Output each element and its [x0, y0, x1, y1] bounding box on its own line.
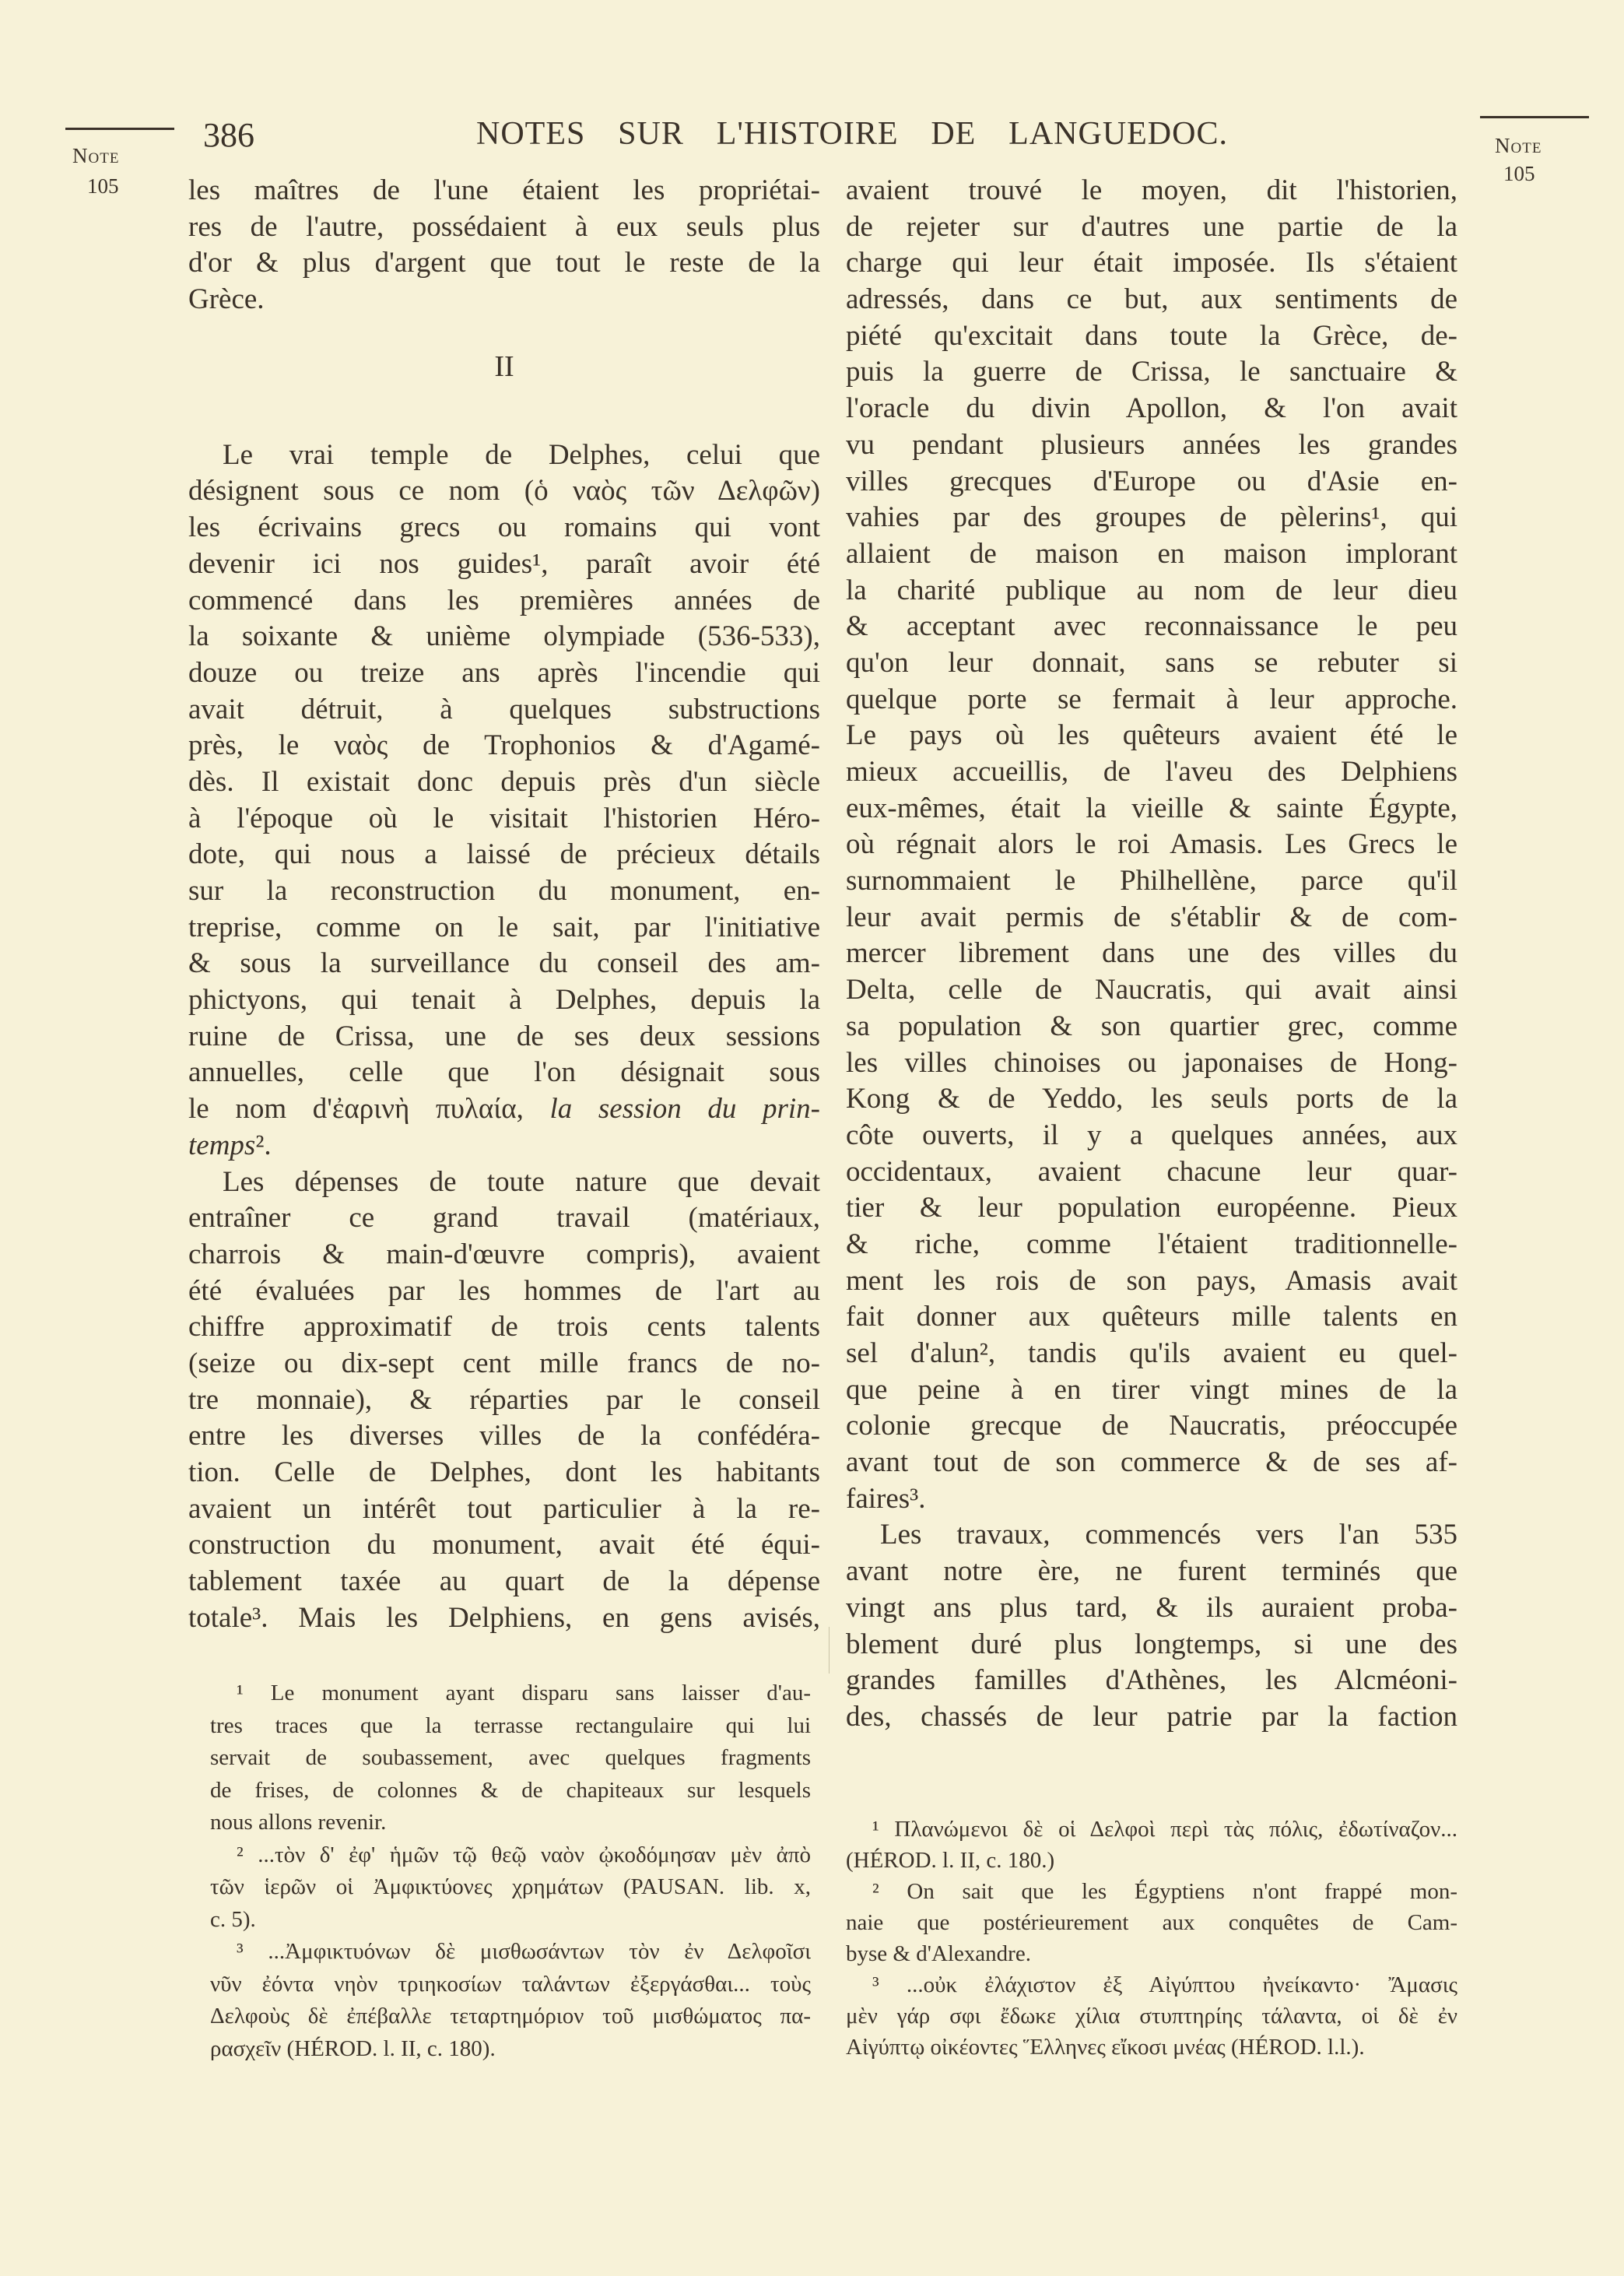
- footnote-line: ¹ Πλανώμενοι δὲ οἱ Δελφοὶ περὶ τὰς πόλις, ἐδωτίναζον...: [872, 1817, 1457, 1842]
- text-line: Les dépenses de toute nature que devait: [223, 1165, 820, 1198]
- text-line: la charité publique au nom de leur dieu: [846, 574, 1457, 606]
- text-line: totale³. Mais les Delphiens, en gens avisés,: [188, 1601, 820, 1634]
- text-line: vingt ans plus tard, & ils auraient proba-: [846, 1591, 1457, 1624]
- text-line: tre monnaie), & réparties par le conseil: [188, 1383, 820, 1416]
- text-line: que peine à en tirer vingt mines de la: [846, 1373, 1457, 1406]
- margin-rule-right: [1480, 116, 1589, 118]
- text-line: Le pays où les quêteurs avaient été le: [846, 719, 1457, 752]
- text-line: tablement taxée au quart de la dépense: [188, 1565, 820, 1598]
- text-line: & sous la surveillance du conseil des am-: [188, 947, 820, 980]
- italic-segment: temps: [188, 1129, 256, 1161]
- text-line: eux-mêmes, était la vieille & sainte Égypte,: [846, 792, 1457, 824]
- page-number: 386: [203, 116, 254, 154]
- text-line: été évaluées par les hommes de l'art au: [188, 1274, 820, 1307]
- text-line: piété qu'excitait dans toute la Grèce, de-: [846, 319, 1457, 352]
- text-line: sa population & son quartier grec, comme: [846, 1010, 1457, 1042]
- footnote-line: tres traces que la terrasse rectangulaire qui lui: [210, 1712, 811, 1738]
- text-line: de rejeter sur d'autres une partie de la: [846, 210, 1457, 243]
- column-gutter-mark: [829, 1627, 830, 1674]
- text-line: douze ou treize ans après l'incendie qui: [188, 656, 820, 689]
- text-line: dès. Il existait donc depuis près d'un siècle: [188, 765, 820, 798]
- text-line: avant tout de son commerce & de ses af-: [846, 1446, 1457, 1479]
- text-line: charge qui leur était imposée. Ils s'étaient: [846, 247, 1457, 279]
- footnote-line: Αἰγύπτῳ οἰκέοντες Ἕλληνες εἴκοσι μνέας (HÉROD. l.l.).: [846, 2035, 1365, 2060]
- text-line: tier & leur population européenne. Pieux: [846, 1192, 1457, 1224]
- text-line: villes grecques d'Europe ou d'Asie en-: [846, 465, 1457, 497]
- footnote-line: byse & d'Alexandre.: [846, 1941, 1031, 1966]
- footnotes-right: [846, 1814, 1457, 2063]
- text-line: dote, qui nous a laissé de précieux détails: [188, 838, 820, 871]
- footnote-line: (HÉROD. l. II, c. 180.): [846, 1848, 1055, 1873]
- margin-note-label-right: Note: [1495, 134, 1542, 157]
- footnote-line: ² On sait que les Égyptiens n'ont frappé mon-: [872, 1879, 1457, 1904]
- text-line: les maîtres de l'une étaient les propriétai-: [188, 174, 820, 206]
- running-title: NOTES SUR L'HISTOIRE DE LANGUEDOC.: [476, 116, 1228, 152]
- footnote-line: servait de soubassement, avec quelques fragments: [210, 1745, 811, 1770]
- text-line: ment les rois de son pays, Amasis avait: [846, 1264, 1457, 1297]
- text-line: commencé dans les premières années de: [188, 584, 820, 616]
- text-line: surnommaient le Philhellène, parce qu'il: [846, 865, 1457, 897]
- text-line: avaient trouvé le moyen, dit l'historien,: [846, 174, 1457, 206]
- section-heading: II: [494, 349, 514, 383]
- text-line: grandes familles d'Athènes, les Alcméoni-: [846, 1664, 1457, 1697]
- text-segment: ².: [255, 1129, 272, 1161]
- footnote-line: τῶν ἱερῶν οἱ Ἀμφικτύονες χρημάτων (PAUSAN. lib. x,: [210, 1874, 811, 1899]
- text-line: annuelles, celle que l'on désignait sous: [188, 1056, 820, 1089]
- text-line: blement duré plus longtemps, si une des: [846, 1628, 1457, 1660]
- margin-rule-left: [65, 128, 174, 130]
- text-line: les villes chinoises ou japonaises de Hong-: [846, 1046, 1457, 1079]
- text-line: entraîner ce grand travail (matériaux,: [188, 1202, 820, 1235]
- text-line: à l'époque où le visitait l'historien Héro-: [188, 802, 820, 834]
- text-line: Les travaux, commencés vers l'an 535: [880, 1519, 1457, 1551]
- text-line: près, le ναὸς de Trophonios & d'Agamé-: [188, 729, 820, 762]
- text-line: [188, 1091, 820, 1128]
- text-line: adressés, dans ce but, aux sentiments de: [846, 283, 1457, 316]
- text-line: vu pendant plusieurs années les grandes: [846, 428, 1457, 461]
- text-line: qu'on leur donnait, sans se rebuter si: [846, 646, 1457, 679]
- text-line: quelque porte se fermait à leur approche.: [846, 683, 1457, 715]
- text-line: avant notre ère, ne furent terminés que: [846, 1555, 1457, 1588]
- text-line: res de l'autre, possédaient à eux seuls plus: [188, 210, 820, 243]
- text-line: leur avait permis de s'établir & de com-: [846, 901, 1457, 933]
- text-line: construction du monument, avait été équi-: [188, 1529, 820, 1561]
- footnote-line: c. 5).: [210, 1906, 256, 1932]
- text-line: (seize ou dix-sept cent mille francs de no-: [188, 1347, 820, 1379]
- text-line: [188, 1128, 820, 1164]
- text-line: sel d'alun², tandis qu'ils avaient eu quel-: [846, 1337, 1457, 1369]
- text-line: l'oracle du divin Apollon, & l'on avait: [846, 392, 1457, 425]
- text-line: la soixante & unième olympiade (536-533),: [188, 620, 820, 653]
- footnote-line: ² ...τὸν δ' ἐφ' ἡμῶν τῷ θεῷ ναὸν ᾠκοδόμησαν μὲν ἀπὸ: [237, 1842, 811, 1867]
- text-line: charrois & main-d'œuvre compris), avaient: [188, 1238, 820, 1270]
- footnote-line: naie que postérieurement aux conquêtes de Cam-: [846, 1910, 1457, 1935]
- italic-segment: la session du prin-: [549, 1093, 821, 1126]
- text-line: & acceptant avec reconnaissance le peu: [846, 610, 1457, 643]
- text-line: côte ouverts, il y a quelques années, aux: [846, 1119, 1457, 1151]
- margin-note-number-right: 105: [1503, 162, 1535, 185]
- text-line: sur la reconstruction du monument, en-: [188, 875, 820, 907]
- text-column-left: [188, 173, 820, 1636]
- text-line: des, chassés de leur patrie par la faction: [846, 1700, 1457, 1733]
- text-line: Delta, celle de Naucratis, qui avait ainsi: [846, 974, 1457, 1006]
- footnotes-left: [210, 1677, 811, 2065]
- text-line: faires³.: [846, 1482, 926, 1515]
- footnote-line: Δελφοὺς δὲ ἐπέβαλλε τεταρτημόριον τοῦ μισθώματος πα-: [210, 2004, 811, 2028]
- footnote-line: ³ ...οὐκ ἐλάχιστον ἐξ Αἰγύπτου ἠνείκαντο· Ἄμασις: [872, 1972, 1457, 1997]
- text-line: tion. Celle de Delphes, dont les habitants: [188, 1456, 820, 1488]
- footnote-line: ρασχεῖν (HÉROD. l. II, c. 180).: [210, 2035, 496, 2061]
- text-line: vahies par des groupes de pèlerins¹, qui: [846, 501, 1457, 534]
- footnote-line: de frises, de colonnes & de chapiteaux sur lesquels: [210, 1777, 811, 1803]
- margin-note-label-left: Note: [72, 144, 120, 167]
- text-line: Grèce.: [188, 283, 265, 316]
- text-line: d'or & plus d'argent que tout le reste de la: [188, 247, 820, 279]
- text-segment: le nom d'ἐαρινὴ πυλαία,: [188, 1093, 550, 1126]
- text-line: avait détruit, à quelques substructions: [188, 693, 820, 725]
- text-line: mieux accueillis, de l'aveu des Delphiens: [846, 756, 1457, 788]
- text-line: devenir ici nos guides¹, paraît avoir été: [188, 547, 820, 580]
- text-line: fait donner aux quêteurs mille talents en: [846, 1301, 1457, 1333]
- footnote-line: νῦν ἐόντα νηὸν τριηκοσίων ταλάντων ἐξεργάσθαι... τοὺς: [210, 1971, 811, 1997]
- text-line: mercer librement dans une des villes du: [846, 937, 1457, 970]
- text-line: & riche, comme l'étaient traditionnelle-: [846, 1228, 1457, 1260]
- text-line: désignent sous ce nom (ὁ ναὸς τῶν Δελφῶν): [188, 475, 820, 508]
- text-line: avaient un intérêt tout particulier à la re-: [188, 1492, 820, 1525]
- text-line: Kong & de Yeddo, les seuls ports de la: [846, 1083, 1457, 1115]
- text-line: allaient de maison en maison implorant: [846, 537, 1457, 570]
- text-line: les écrivains grecs ou romains qui vont: [188, 511, 820, 544]
- footnote-line: ³ ...Ἀμφικτυόνων δὲ μισθωσάντων τὸν ἐν Δελφοῖσι: [237, 1939, 811, 1964]
- text-line: chiffre approximatif de trois cents talents: [188, 1311, 820, 1343]
- footnote-line: μὲν γάρ σφι ἔδωκε χίλια στυπτηρίης τάλαντα, οἱ δὲ ἐν: [846, 2004, 1457, 2028]
- text-column-right: [846, 173, 1457, 1736]
- margin-note-number-left: 105: [87, 174, 119, 198]
- text-line: treprise, comme on le sait, par l'initiative: [188, 911, 820, 943]
- text-line: ruine de Crissa, une de ses deux sessions: [188, 1020, 820, 1052]
- text-line: entre les diverses villes de la confédéra-: [188, 1420, 820, 1452]
- footnote-line: ¹ Le monument ayant disparu sans laisser d'au-: [237, 1681, 811, 1705]
- text-line: occidentaux, avaient chacune leur quar-: [846, 1155, 1457, 1188]
- text-line: colonie grecque de Naucratis, préoccupée: [846, 1410, 1457, 1442]
- footnote-line: nous allons revenir.: [210, 1810, 387, 1835]
- text-line: Le vrai temple de Delphes, celui que: [223, 438, 820, 471]
- text-line: phictyons, qui tenait à Delphes, depuis la: [188, 984, 820, 1017]
- text-line: puis la guerre de Crissa, le sanctuaire &: [846, 356, 1457, 388]
- text-line: où régnait alors le roi Amasis. Les Grecs le: [846, 828, 1457, 861]
